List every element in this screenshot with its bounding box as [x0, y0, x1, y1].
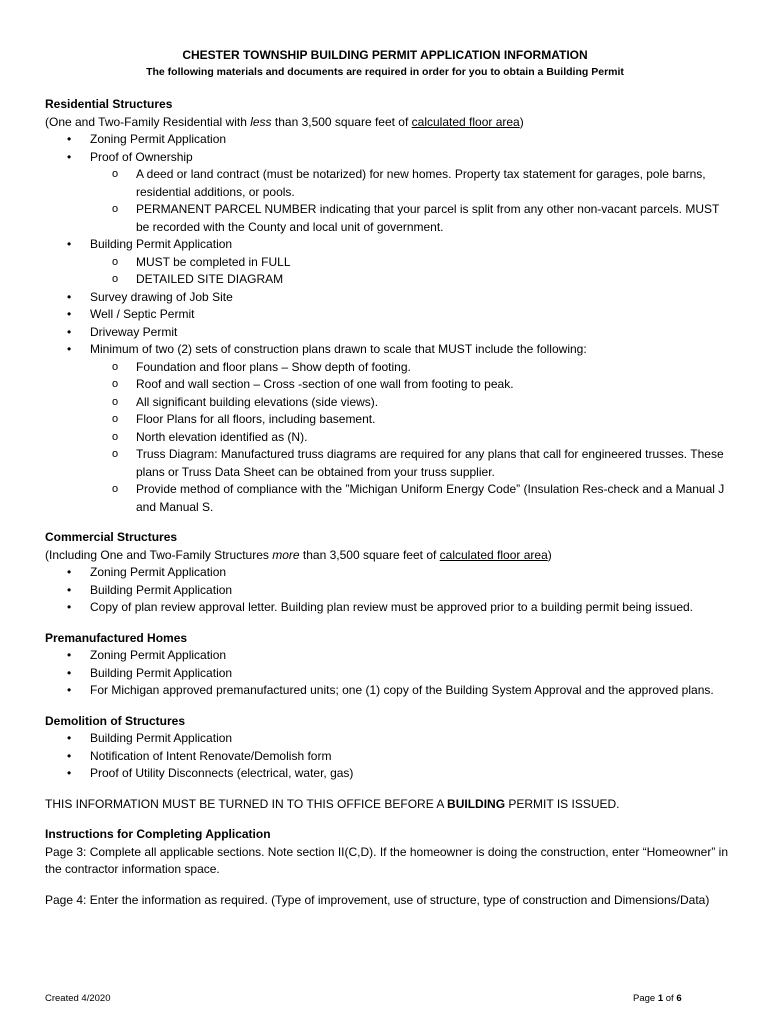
- sub-list-item: o Floor Plans for all floors, including basement.: [90, 411, 735, 429]
- list-item: • Survey drawing of Job Site: [45, 289, 735, 307]
- sub-list-item: o Foundation and floor plans – Show depth of footing.: [90, 359, 735, 377]
- list-item: • Building Permit Application: [45, 665, 735, 683]
- document-title: CHESTER TOWNSHIP BUILDING PERMIT APPLICATION INFORMATION: [182, 48, 588, 62]
- instructions-section: [45, 826, 735, 879]
- intro-text: (One and Two-Family Residential with: [45, 114, 251, 129]
- list-item: • Well / Septic Permit: [45, 306, 735, 324]
- list-item: [45, 149, 735, 237]
- list-item: • Copy of plan review approval letter. Building plan review must be approved prior to a building permit being issued.: [45, 599, 735, 617]
- footer-of-word: of: [663, 993, 677, 1004]
- list-item: [45, 341, 735, 516]
- document-body: [45, 96, 735, 922]
- list-item: [45, 236, 735, 289]
- list-item-label: Minimum of two (2) sets of construction plans drawn to scale that MUST include the following:: [90, 342, 587, 356]
- intro-text: ): [547, 547, 552, 562]
- intro-underline: calculated floor area: [439, 547, 548, 562]
- list-item: • Zoning Permit Application: [45, 131, 735, 149]
- residential-intro: [45, 114, 735, 132]
- ownership-sublist: [90, 166, 735, 236]
- residential-section: [45, 96, 735, 516]
- notice-bold: BUILDING: [447, 796, 506, 811]
- list-item: • Zoning Permit Application: [45, 564, 735, 582]
- sub-list-item: o North elevation identified as (N).: [90, 429, 735, 447]
- instructions-heading: Instructions for Completing Application: [45, 827, 271, 841]
- document-subtitle: The following materials and documents are required in order for you to obtain a Building Permit: [146, 66, 624, 78]
- intro-text: (Including One and Two-Family Structures: [45, 547, 273, 562]
- premanufactured-list: [45, 647, 735, 700]
- notice-paragraph: [45, 796, 735, 814]
- residential-list: [45, 131, 735, 516]
- intro-text: ): [519, 114, 524, 129]
- footer-page-total: 6: [676, 993, 682, 1004]
- demolition-list: [45, 730, 735, 783]
- list-item: • Building Permit Application: [45, 582, 735, 600]
- sub-list-item: o Truss Diagram: Manufactured truss diagrams are required for any plans that call for engineered trusses. These plans or Truss Data Sheet can be obtained from your truss supplier.: [90, 446, 735, 481]
- notice-text: THIS INFORMATION MUST BE TURNED IN TO THIS OFFICE BEFORE A: [45, 796, 448, 811]
- footer-page-word: Page: [633, 993, 658, 1004]
- demolition-heading: Demolition of Structures: [45, 713, 186, 728]
- notice-text: PERMIT IS ISSUED.: [505, 796, 620, 811]
- instructions-page3: Page 3: Complete all applicable sections. Note section II(C,D). If the homeowner is doing the construction, enter “Homeowner” in the contractor information space.: [45, 844, 729, 876]
- sub-list-item: o MUST be completed in FULL: [90, 254, 735, 272]
- sub-list-item: o All significant building elevations (side views).: [90, 394, 735, 412]
- demolition-section: [45, 713, 735, 783]
- list-item: • Proof of Utility Disconnects (electrical, water, gas): [45, 765, 735, 783]
- instructions-page4-section: [45, 892, 735, 910]
- sub-list-item: o PERMANENT PARCEL NUMBER indicating that your parcel is split from any other non-vacant parcels. MUST be recorded with the County and local unit of government.: [90, 201, 735, 236]
- sub-list-item: o Roof and wall section – Cross -section of one wall from footing to peak.: [90, 376, 735, 394]
- plans-sublist: [90, 359, 735, 517]
- intro-text: than 3,500 square feet of: [299, 547, 440, 562]
- building-sublist: [90, 254, 735, 289]
- list-item-label: Building Permit Application: [90, 237, 233, 251]
- list-item: • Notification of Intent Renovate/Demolish form: [45, 748, 735, 766]
- footer-page-current: 1: [657, 993, 664, 1004]
- commercial-intro: [45, 547, 735, 565]
- premanufactured-section: [45, 630, 735, 700]
- instructions-page4: Page 4: Enter the information as required. (Type of improvement, use of structure, type of construction and Dimensions/Data): [45, 892, 710, 907]
- sub-list-item: o Provide method of compliance with the ”Michigan Uniform Energy Code” (Insulation Res-check and a Manual J and Manual S.: [90, 481, 735, 516]
- intro-underline: calculated floor area: [411, 114, 520, 129]
- intro-emphasis: more: [272, 547, 300, 562]
- premanufactured-heading: Premanufactured Homes: [45, 630, 188, 645]
- commercial-section: [45, 529, 735, 617]
- list-item: • Building Permit Application: [45, 730, 735, 748]
- list-item: • Driveway Permit: [45, 324, 735, 342]
- sub-list-item: o DETAILED SITE DIAGRAM: [90, 271, 735, 289]
- commercial-heading: Commercial Structures: [45, 530, 178, 544]
- footer-created: Created 4/2020: [45, 993, 111, 1004]
- list-item-label: Proof of Ownership: [90, 149, 193, 164]
- footer-page-number: [633, 993, 682, 1004]
- intro-text: than 3,500 square feet of: [271, 114, 412, 129]
- list-item: • For Michigan approved premanufactured units; one (1) copy of the Building System Approval and the approved plans.: [45, 682, 735, 700]
- list-item: • Zoning Permit Application: [45, 647, 735, 665]
- intro-emphasis: less: [250, 114, 272, 129]
- commercial-list: [45, 564, 735, 617]
- sub-list-item: o A deed or land contract (must be notarized) for new homes. Property tax statement for garages, pole barns, residential additions, or pools.: [90, 166, 735, 201]
- residential-heading: Residential Structures: [45, 97, 173, 111]
